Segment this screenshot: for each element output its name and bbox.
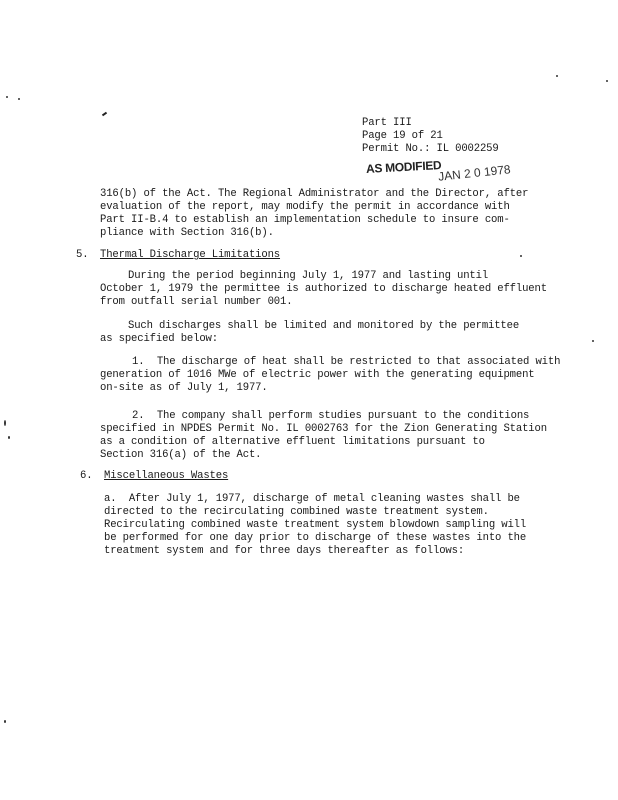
section5-item2-line: specified in NPDES Permit No. IL 0002763 for the Zion Generating Station: [100, 423, 547, 435]
section5-item2-line: 2. The company shall perform studies pursuant to the conditions: [132, 410, 530, 422]
scan-mark: [102, 112, 107, 117]
scan-speck: [556, 75, 558, 77]
modified-stamp-date: JAN 2 0 1978: [437, 162, 512, 184]
section5-title: Thermal Discharge Limitations: [100, 249, 281, 261]
section5-item1-line: 1. The discharge of heat shall be restricted to that associated with: [132, 356, 561, 368]
section6-para-a-line: be performed for one day prior to discharge of these wastes into the: [104, 532, 527, 544]
section5-para2-line: as specified below:: [100, 333, 218, 345]
section6-para-a-line: treatment system and for three days thereafter as follows:: [104, 545, 465, 557]
section6-para-a-line: Recirculating combined waste treatment system blowdown sampling will: [104, 519, 527, 531]
section6-title: Miscellaneous Wastes: [104, 470, 229, 482]
intro-line: Part II-B.4 to establish an implementation schedule to insure com-: [100, 214, 510, 226]
scan-speck: [592, 340, 594, 342]
section6-para-a-line: directed to the recirculating combined waste treatment system.: [104, 506, 489, 518]
scan-speck: [6, 96, 8, 98]
section6-para-a-line: a. After July 1, 1977, discharge of metal cleaning wastes shall be: [104, 493, 520, 505]
section5-para1-line: During the period beginning July 1, 1977 and lasting until: [128, 270, 489, 282]
section5-item1-line: generation of 1016 MWe of electric power with the generating equipment: [100, 369, 535, 381]
intro-line: pliance with Section 316(b).: [100, 227, 274, 239]
scan-speck: [8, 436, 10, 439]
section5-number: 5.: [76, 249, 89, 261]
header-part: Part III: [362, 117, 412, 129]
section5-para2-line: Such discharges shall be limited and monitored by the permittee: [128, 320, 520, 332]
header-permit: Permit No.: IL 0002259: [362, 143, 499, 155]
section5-item2-line: as a condition of alternative effluent limitations pursuant to: [100, 436, 485, 448]
scan-speck: [606, 80, 608, 82]
header-page: Page 19 of 21: [362, 130, 443, 142]
intro-line: evaluation of the report, may modify the permit in accordance with: [100, 201, 510, 213]
section5-para1-line: from outfall serial number 001.: [100, 296, 293, 308]
scan-speck: [18, 98, 20, 100]
section5-item1-line: on-site as of July 1, 1977.: [100, 382, 268, 394]
section6-number: 6.: [80, 470, 93, 482]
intro-line: 316(b) of the Act. The Regional Administrator and the Director, after: [100, 188, 529, 200]
modified-stamp: AS MODIFIED: [365, 158, 442, 176]
section5-para1-line: October 1, 1979 the permittee is authorized to discharge heated effluent: [100, 283, 547, 295]
scan-speck: [520, 255, 522, 257]
scan-speck: [4, 420, 6, 426]
section5-item2-line: Section 316(a) of the Act.: [100, 449, 262, 461]
scan-speck: [4, 720, 6, 723]
